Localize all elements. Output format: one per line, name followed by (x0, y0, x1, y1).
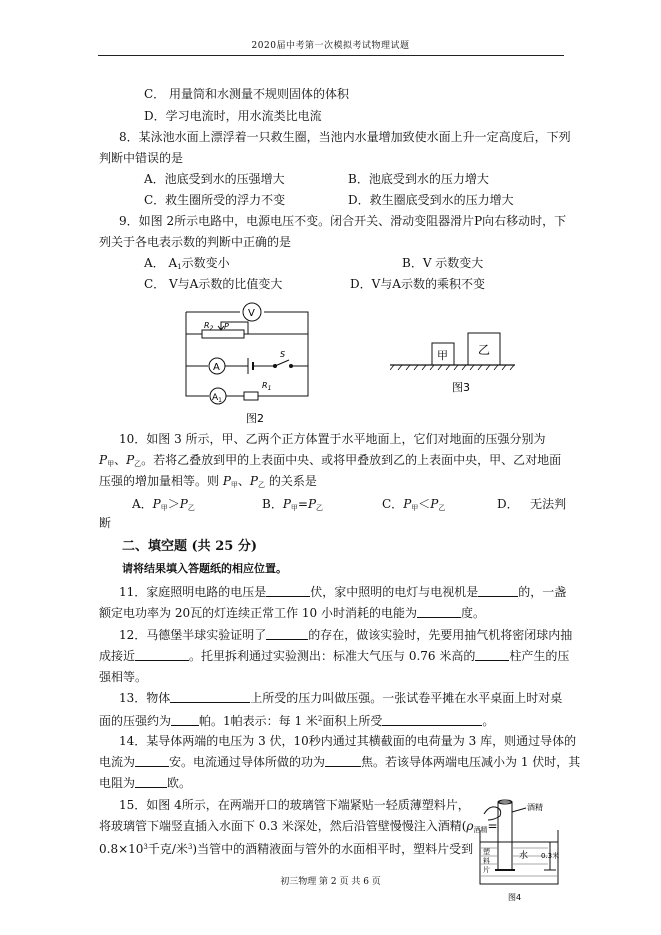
block-yi-label: 乙 (478, 343, 491, 357)
q11-line1: 11．家庭照明电路的电压是 伏，家中照明的电灯与电视机是 的，一盏 (119, 585, 567, 599)
q9-option-b: B．V 示数变大 (402, 256, 484, 270)
ammeter-a-label: A (213, 362, 220, 373)
figure-4-caption: 图4 (508, 893, 522, 902)
r1-label: $R_1$ (262, 381, 272, 392)
q10-option-b: B．$P_甲=P_乙$ (262, 497, 324, 512)
q10-option-d-wrap: 断 (99, 516, 112, 530)
q8-option-c: C．救生圈所受的浮力不变 (144, 193, 286, 207)
alcohol-label: 酒精 (527, 803, 543, 812)
q15-line3: $0.8\times 10^3$千克/米$^3$)当管中的酒精液面与管外的水面相平时，塑料片受到 (99, 842, 474, 856)
q10-option-a: A．$P_甲>P_乙$ (132, 497, 195, 512)
q9-option-a: A． $A_1$示数变小 (144, 256, 230, 271)
plastic-label-1: 塑 (483, 848, 490, 856)
q10-stem-line3: 压强的增加量相等。则 $P_甲$、$P_乙$ 的关系是 (99, 474, 317, 489)
switch-s-label: S (280, 350, 286, 359)
depth-label: 0.3米 (541, 852, 560, 860)
section-2-title: 二、填空题 (共 25 分) (122, 539, 257, 554)
q7-option-c: C． 用量筒和水测量不规则固体的体积 (144, 87, 349, 101)
q13-line1: 13．物体 上所受的压力叫做压强。一张试卷平摊在水平桌面上时对桌 (119, 691, 563, 705)
q8-option-d: D．救生圈底受到水的压力增大 (348, 193, 514, 207)
q11-line2: 额定电功率为 20瓦的灯连续正常工作 10 小时消耗的电能为 度。 (99, 606, 486, 620)
q14-line3: 电阻为 欧。 (99, 776, 192, 790)
q10-option-c: C．$P_甲<P_乙$ (382, 497, 446, 512)
q10-option-d: D． 无法判 (497, 497, 567, 511)
q7-option-d: D．学习电流时，用水流类比电流 (144, 109, 322, 123)
q15-line2: 将玻璃管下端竖直插入水面下 0.3 米深处，然后沿管壁慢慢注入酒精($\rho_{酒精}=$ (99, 819, 498, 834)
figure-2-circuit (176, 300, 326, 430)
q9-option-c: C． V与A示数的比值变大 (144, 277, 283, 291)
voltmeter-label: V (248, 308, 255, 319)
figure-4-tube (470, 792, 570, 908)
figure-2-caption: 图2 (246, 412, 264, 425)
q14-line1: 14．某导体两端的电压为 3 伏，10秒内通过其横截面的电荷量为 3 库，则通过导体的 (119, 734, 577, 748)
q13-line2: 面的压强约为 帕。1帕表示：每 1 米$^2$面积上所受 。 (99, 714, 495, 728)
section-2-note: 请将结果填入答题纸的相应位置。 (122, 562, 287, 575)
plastic-label-3: 片 (483, 866, 490, 874)
q8-option-a: A．池底受到水的压强增大 (144, 172, 285, 186)
q12-line3: 强相等。 (99, 670, 148, 684)
ammeter-a1-label: $A_1$ (212, 393, 222, 404)
q9-option-d: D．V与A示数的乘积不变 (350, 277, 485, 291)
header-rule (98, 55, 564, 56)
figure-3-blocks (390, 325, 520, 395)
water-label: 水 (519, 851, 529, 861)
q10-stem-line2: $P_甲$、$P_乙$。若将乙叠放到甲的上表面中央、或将甲叠放到乙的上表面中央，甲、乙对地面 (99, 453, 562, 468)
q15-line1: 15．如图 4所示，在两端开口的玻璃管下端紧贴一轻质薄塑料片， (119, 798, 470, 812)
page-footer: 初三物理 第 2 页 共 6 页 (280, 877, 381, 887)
q8-stem-line2: 判断中错误的是 (99, 151, 184, 165)
q9-stem-line2: 列关于各电表示数的判断中正确的是 (99, 235, 292, 249)
r2-label: $R_2$ (204, 321, 214, 332)
q12-line2: 成接近 。托里拆利通过实验测出：标准大气压与 0.76 米高的 柱产生的压 (99, 649, 570, 663)
block-jia-label: 甲 (437, 349, 448, 362)
slider-p-label: P (224, 322, 229, 331)
q10-stem-line1: 10．如图 3 所示，甲、乙两个正方体置于水平地面上，它们对地面的压强分别为 (119, 432, 546, 446)
q8-stem-line1: 8．某泳池水面上漂浮着一只救生圈，当池内水量增加致使水面上升一定高度后，下列 (119, 130, 571, 144)
figure-3-caption: 图3 (452, 381, 470, 394)
q9-stem-line1: 9．如图 2所示电路中，电源电压不变。闭合开关、滑动变阻器滑片P向右移动时，下 (119, 214, 567, 228)
q14-line2: 电流为 安。电流通过导体所做的功为 焦。若该导体两端电压减小为 1 伏时，其 (99, 755, 581, 769)
page-header-title: 2020届中考第一次模拟考试物理试题 (251, 41, 410, 51)
plastic-label-2: 料 (483, 857, 490, 865)
q8-option-b: B．池底受到水的压力增大 (348, 172, 489, 186)
q12-line1: 12．马德堡半球实验证明了 的存在，做该实验时，先要用抽气机将密闭球内抽 (119, 628, 573, 642)
